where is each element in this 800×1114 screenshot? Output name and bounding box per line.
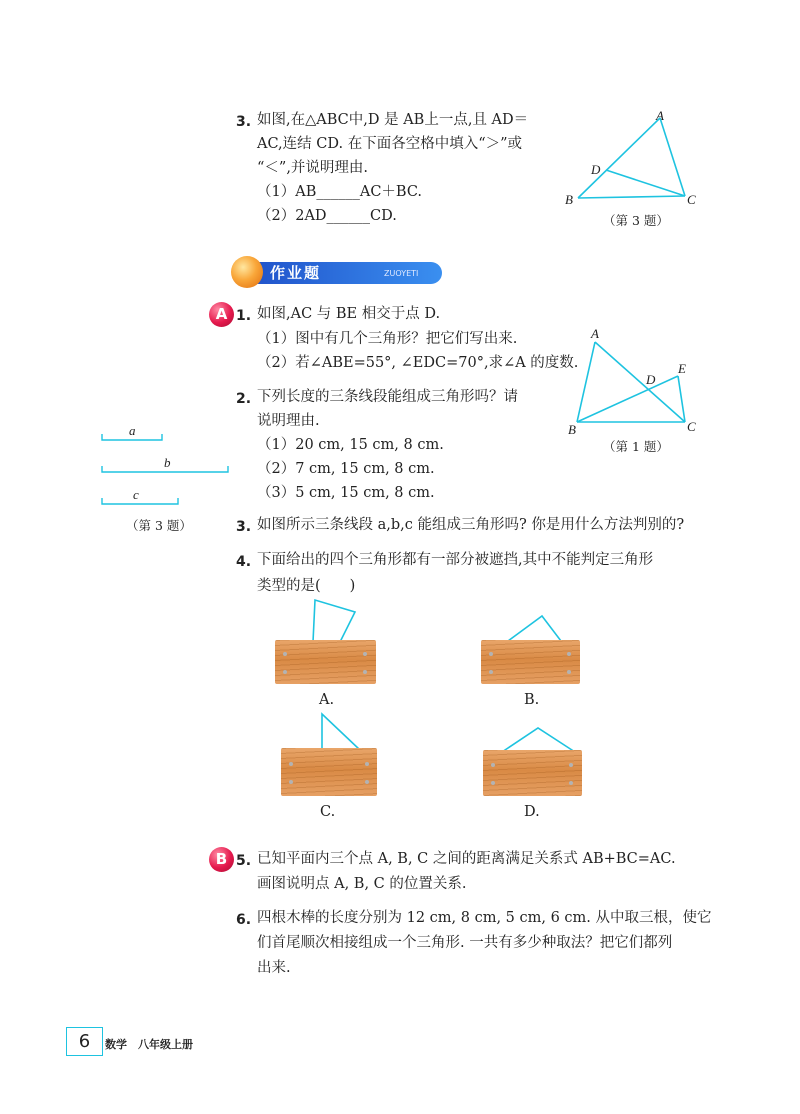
option-c-label: C.: [320, 804, 336, 820]
segments-figure: [95, 420, 240, 510]
page-number: 6: [66, 1027, 103, 1056]
q3-top-line3: “＜”,并说明理由.: [257, 160, 369, 176]
q3-top-caption: （第 3 题）: [603, 213, 669, 228]
label-b: B: [568, 422, 576, 437]
orange-ball-icon: [231, 256, 263, 288]
q5-line2: 画图说明点 A, B, C 的位置关系.: [257, 876, 467, 892]
label-segment-a: a: [129, 423, 136, 438]
option-c-triangle: [300, 712, 370, 752]
edge-bc: [578, 196, 685, 198]
option-a-triangle: [300, 598, 360, 643]
label-c: C: [687, 419, 696, 434]
q3-top-item1: （1）AB______AC＋BC.: [257, 184, 423, 200]
q6-line2: 们首尾顺次相接组成一个三角形. 一共有多少种取法？把它们都列: [257, 935, 673, 951]
label-c: C: [687, 192, 696, 207]
triangle-abce-figure: [560, 326, 710, 436]
q1-line1: 如图,AC 与 BE 相交于点 D.: [257, 306, 441, 322]
q5-number: 5.: [236, 853, 252, 869]
q3-text: 如图所示三条线段 a,b,c 能组成三角形吗? 你是用什么方法判别的?: [257, 517, 685, 533]
label-e: E: [678, 361, 686, 376]
footer-rule: [66, 1055, 88, 1056]
label-a: A: [591, 326, 599, 341]
q1-item2: （2）若∠ABE=55°, ∠EDC=70°,求∠A 的度数.: [257, 355, 579, 371]
option-b-label: B.: [524, 692, 540, 708]
label-b: B: [565, 192, 573, 207]
edge-ab: [578, 118, 660, 198]
q5-line1: 已知平面内三个点 A, B, C 之间的距离满足关系式 AB+BC=AC.: [257, 851, 676, 867]
label-d: D: [591, 162, 601, 177]
q6-line1: 四根木棒的长度分别为 12 cm, 8 cm, 5 cm, 6 cm. 从中取三根，使它: [257, 910, 712, 926]
segment-cd: [606, 170, 685, 196]
edge-ac: [595, 342, 685, 422]
label-segment-b: b: [164, 455, 171, 470]
q2-item3: （3）5 cm, 15 cm, 8 cm.: [257, 485, 435, 501]
q6-line3: 出来.: [257, 960, 291, 976]
banner-subtitle: ZUOYETI: [384, 269, 419, 278]
q1-number: 1.: [236, 308, 252, 324]
edge-ac: [660, 118, 685, 196]
label-segment-c: c: [133, 487, 139, 502]
triangle-abc-figure: [560, 108, 710, 208]
q2-item2: （2）7 cm, 15 cm, 8 cm.: [257, 461, 435, 477]
label-d: D: [646, 372, 656, 387]
q3-number: 3.: [236, 519, 252, 535]
q3-top-line1: 如图,在△ABC中,D 是 AB上一点,且 AD＝: [257, 112, 529, 128]
q2-line1: 下列长度的三条线段能组成三角形吗？请: [257, 389, 518, 405]
q3-top-line2: AC,连结 CD. 在下面各空格中填入“＞”或: [257, 136, 523, 152]
footer-book-title: 数学 八年级上册: [105, 1038, 193, 1051]
q4-line2: 类型的是( ): [257, 578, 356, 594]
q1-caption: （第 1 题）: [603, 439, 669, 454]
option-d-wood-board: [483, 750, 582, 796]
q2-item1: （1）20 cm, 15 cm, 8 cm.: [257, 437, 444, 453]
level-b-badge: B: [209, 847, 234, 872]
level-a-badge: A: [209, 302, 234, 327]
segment-c: [102, 498, 178, 504]
option-c-wood-board: [281, 748, 377, 796]
option-b-triangle: [480, 612, 580, 642]
option-a-wood-board: [275, 640, 376, 684]
q3-top-item2: （2）2AD______CD.: [257, 208, 397, 224]
segments-caption: （第 3 题）: [126, 518, 192, 533]
option-b-wood-board: [481, 640, 580, 684]
q3-top-number: 3.: [236, 114, 252, 130]
edge-ab: [577, 342, 595, 422]
segment-ec: [678, 376, 685, 422]
q2-number: 2.: [236, 391, 252, 407]
option-a-label: A.: [319, 692, 335, 708]
q1-item1: （1）图中有几个三角形？把它们写出来.: [257, 331, 518, 347]
q4-number: 4.: [236, 554, 252, 570]
segment-be: [577, 376, 678, 422]
label-a: A: [656, 108, 664, 123]
q4-line1: 下面给出的四个三角形都有一部分被遮挡,其中不能判定三角形: [257, 552, 654, 568]
q2-line2: 说明理由.: [257, 413, 320, 429]
banner-title: 作业题: [270, 264, 322, 282]
option-d-label: D.: [524, 804, 540, 820]
q6-number: 6.: [236, 912, 252, 928]
